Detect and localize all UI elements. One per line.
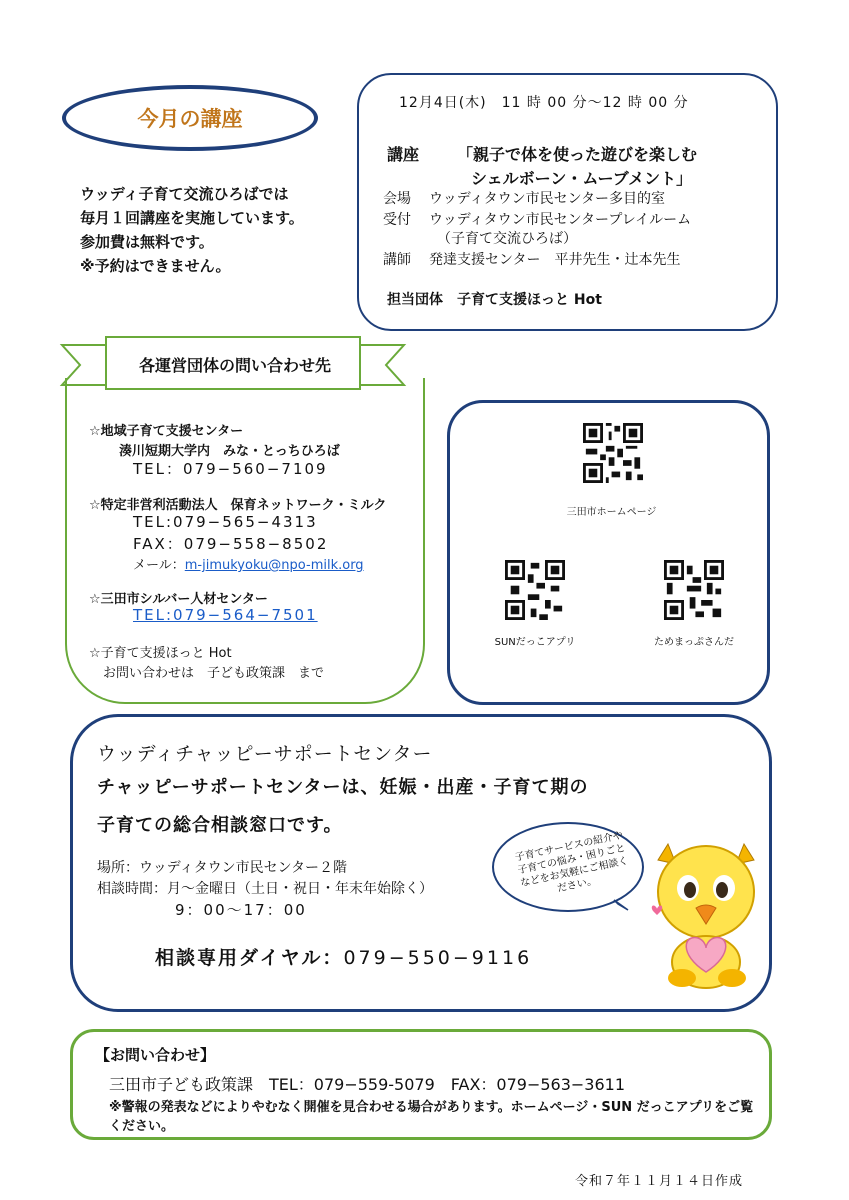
support-desc-2: 子育ての総合相談窓口です。 xyxy=(97,815,343,836)
support-desc: チャッピーサポートセンターは、妊娠・出産・子育て期の xyxy=(97,777,589,798)
contact-tel-link[interactable]: TEL:079−564−7501 xyxy=(133,606,318,624)
support-dial xyxy=(155,943,532,970)
contact-note: お問い合わせは 子ども政策課 まで xyxy=(103,666,325,681)
sun-app-qr-label: SUNだっこアプリ xyxy=(494,637,576,648)
event-title-label: 講座 xyxy=(387,145,420,164)
sun-app-qr-icon[interactable] xyxy=(505,560,565,620)
contact-name: ☆三田市シルバー人材センター xyxy=(89,592,268,607)
event-box xyxy=(357,73,778,331)
created-date: 令和７年１１月１４日作成 xyxy=(575,1174,744,1189)
event-reception xyxy=(383,209,691,229)
dial-number: 079−550−9116 xyxy=(343,947,533,969)
tamemap-qr-icon[interactable] xyxy=(664,560,724,620)
lecturer-label: 講師 xyxy=(383,252,411,268)
chappy-mascot-icon xyxy=(648,830,764,990)
bubble-tail xyxy=(612,898,630,916)
contact-mail xyxy=(133,554,364,573)
reception-value: ウッディタウン市民センタープレイルーム xyxy=(429,212,692,228)
support-hours: 相談時間：月〜金曜日（土日・祝日・年末年始除く） xyxy=(97,881,433,897)
lecturer-value: 発達支援センター 平井先生・辻本先生 xyxy=(429,252,681,268)
contact-name: ☆特定非営利活動法人 保育ネットワーク・ミルク xyxy=(89,498,387,513)
contact-name: ☆地域子育て支援センター xyxy=(89,424,244,439)
mail-link[interactable]: m-jimukyoku@npo-milk.org xyxy=(184,558,364,573)
event-venue xyxy=(383,188,665,208)
inquiry-note: ※警報の発表などによりやむなく開催を見合わせる場合があります。ホームページ・SUN だっこアプリをご覧ください。 xyxy=(109,1100,754,1134)
event-title: 「親子で体を使った遊びを楽しむ xyxy=(457,145,698,164)
contact-sub: 湊川短期大学内 みな・とっちひろば xyxy=(119,444,340,459)
inquiry-box xyxy=(70,1029,772,1140)
speech-bubble-text: 子育てサービスの紹介や子育ての悩み・困りごとなどをお気軽にご相談ください。 xyxy=(514,830,630,895)
event-organizer: 担当団体 子育て支援ほっと Hot xyxy=(387,292,602,308)
contact-name: ☆子育て支援ほっと Hot xyxy=(89,646,232,661)
inquiry-main: 三田市子ども政策課 TEL：079−559-5079 FAX：079−563−3611 xyxy=(109,1075,626,1094)
mail-label: メール： xyxy=(133,558,185,573)
support-hours-time: 9：00〜17：00 xyxy=(175,901,307,919)
contacts-panel xyxy=(65,378,425,704)
contact-tel: TEL：079−560−7109 xyxy=(133,460,328,478)
contact-fax: FAX：079−558−8502 xyxy=(133,535,329,553)
intro-line: ※予約はできません。 xyxy=(80,257,231,275)
event-date: 12月4日(木) 11 時 00 分〜12 時 00 分 xyxy=(399,95,689,111)
contacts-heading: 各運営団体の問い合わせ先 xyxy=(138,356,331,375)
intro-line: 参加費は無料です。 xyxy=(80,233,214,251)
support-place: 場所：ウッディタウン市民センター２階 xyxy=(97,860,348,876)
intro-line: ウッディ子育て交流ひろばでは xyxy=(80,185,289,203)
intro-text xyxy=(80,182,304,278)
intro-line: 毎月１回講座を実施しています。 xyxy=(80,209,304,227)
reception-label: 受付 xyxy=(383,212,411,228)
dial-label: 相談専用ダイヤル： xyxy=(155,947,344,969)
support-title: ウッディチャッピーサポートセンター xyxy=(97,743,433,765)
venue-label: 会場 xyxy=(383,191,411,207)
contact-tel: TEL:079−565−4313 xyxy=(133,513,318,531)
homepage-qr-icon[interactable] xyxy=(583,423,643,483)
homepage-qr-label: 三田市ホームページ xyxy=(566,507,657,518)
event-lecturer xyxy=(383,249,680,269)
qr-panel xyxy=(447,400,770,705)
venue-value: ウッディタウン市民センター多目的室 xyxy=(429,191,666,207)
inquiry-heading: 【お問い合わせ】 xyxy=(95,1046,216,1064)
page-title: 今月の講座 xyxy=(62,85,318,151)
reception-sub: （子育て交流ひろば） xyxy=(437,231,577,247)
event-title-2: シェルボーン・ムーブメント」 xyxy=(471,169,693,188)
tamemap-qr-label: ためまっぷさんだ xyxy=(654,637,734,648)
